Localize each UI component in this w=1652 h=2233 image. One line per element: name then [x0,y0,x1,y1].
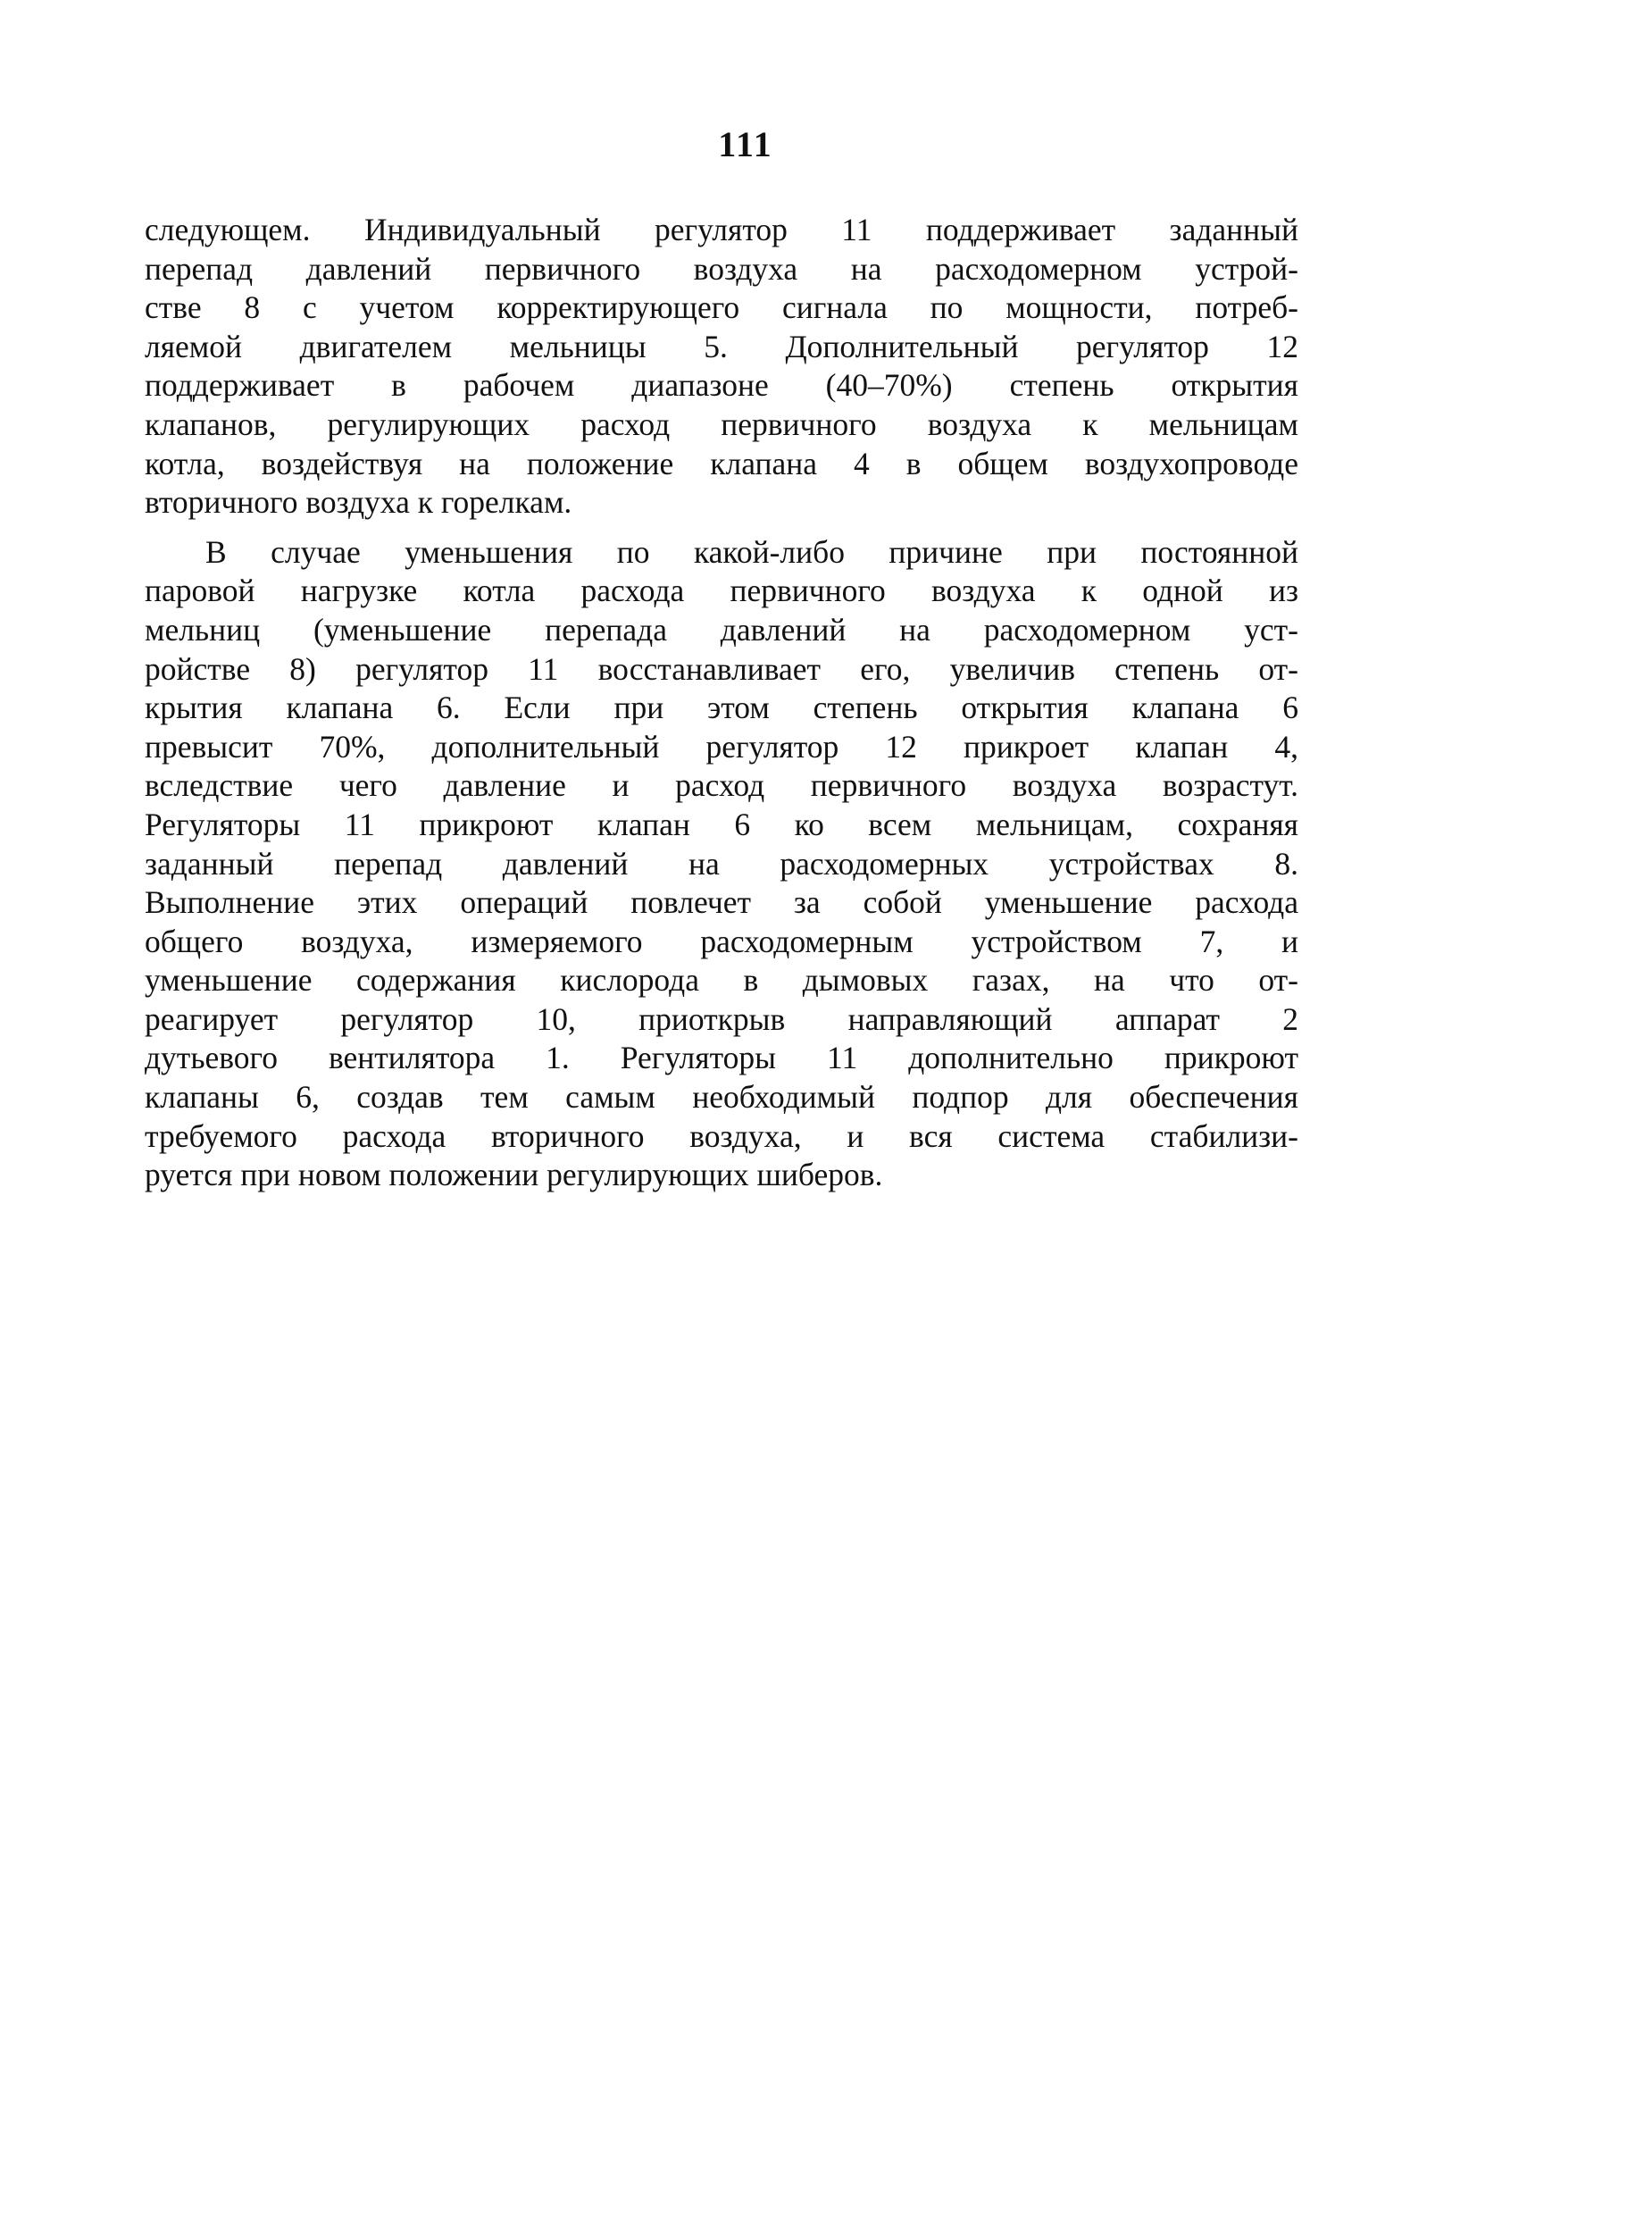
text-line: ляемой двигателем мельницы 5. Дополнительный регулятор 12 [145,328,1298,364]
text-line: Выполнение этих операций повлечет за собой уменьшение расхода [145,884,1298,921]
text-line: стве 8 с учетом корректирующего сигнала по мощности, потреб- [145,289,1298,326]
body-text [145,211,1298,1195]
text-line: заданный перепад давлений на расходомерных устройствах 8. [145,845,1298,882]
text-line: требуемого расхода вторичного воздуха, и вся система стабилизи- [145,1117,1298,1154]
text-line: следующем. Индивидуальный регулятор 11 поддерживает заданный [145,212,1298,247]
page-number: 111 [718,124,773,164]
text-line: руется при новом положении регулирующих шиберов. [145,1157,883,1193]
text-line: мельниц (уменьшение перепада давлений на расходомерном уст- [145,611,1298,648]
text-line: Регуляторы 11 прикроют клапан 6 ко всем мельницам, сохраняя [145,806,1298,842]
text-line: дутьевого вентилятора 1. Регуляторы 11 дополнительно прикроют [145,1040,1298,1076]
paragraph-2 [145,533,1298,1195]
text-line: крытия клапана 6. Если при этом степень открытия клапана 6 [145,690,1298,726]
text-line: общего воздуха, измеряемого расходомерным устройством 7, и [145,923,1298,959]
text-line: вторичного воздуха к горелкам. [145,484,572,521]
text-line: уменьшение содержания кислорода в дымовых газах, на что от- [145,962,1298,999]
text-line: клапанов, регулирующих расход первичного воздуха к мельницам [145,406,1298,442]
text-line: котла, воздействуя на положение клапана 4 в общем воздухопроводе [145,445,1298,481]
text-line: паровой нагрузке котла расхода первичного воздуха к одной из [145,573,1298,609]
text-line: клапаны 6, создав тем самым необходимый подпор для обеспечения [145,1079,1298,1116]
text-line: В случае уменьшения по какой-либо причине при постоянной [205,533,1298,570]
text-line: превысит 70%, дополнительный регулятор 12 прикроет клапан 4, [145,728,1298,765]
paragraph-1 [145,211,1298,523]
text-line: перепад давлений первичного воздуха на расходомерном устрой- [145,250,1298,287]
text-line: поддерживает в рабочем диапазоне (40–70%) степень открытия [145,367,1298,404]
text-line: ройстве 8) регулятор 11 восстанавливает его, увеличив степень от- [145,650,1298,687]
text-line: реагирует регулятор 10, приоткрыв направляющий аппарат 2 [145,1000,1298,1037]
text-line: вследствие чего давление и расход первичного воздуха возрастут. [145,767,1298,804]
